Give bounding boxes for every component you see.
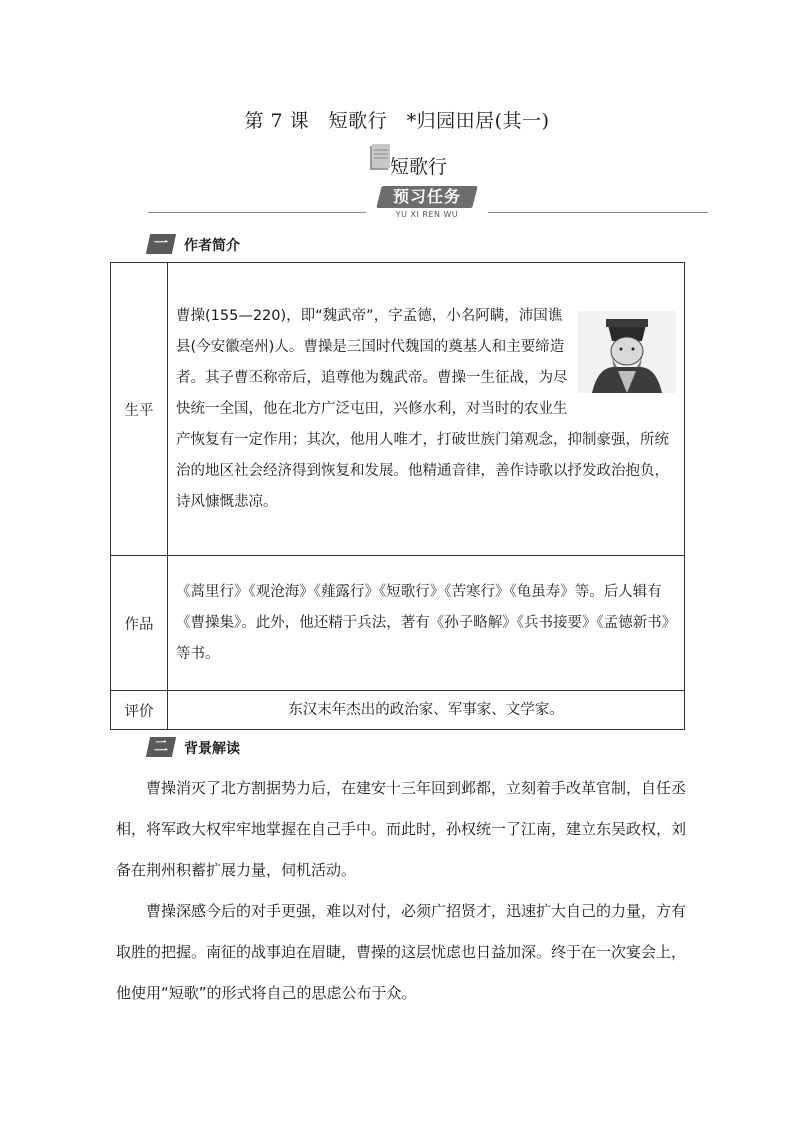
section-number: 二 [154, 739, 168, 755]
poem-subtitle: 短歌行 [390, 156, 448, 178]
row-label-works: 作品 [111, 556, 168, 691]
life-text: 曹操(155—220)，即“魏武帝”，字孟德，小名阿瞒，沛国谯县(今安徽亳州)人。曹操是三国时代魏国的奠基人和主要缔造者。其子曹丕称帝后，追尊他为魏武帝。曹操一生征战，为尽快统一全国，他在北方广泛屯田，兴修水利，对当时的农业生产恢复有一定作用；其次，他用人唯才，打破世族门第观念，抑制豪强，所统治的地区社会经济得到恢复和发展。他精通音律，善作诗歌以抒发政治抱负，诗风慷慨悲凉。 [176, 307, 669, 510]
life-cell [168, 263, 685, 556]
author-info-table [110, 262, 685, 730]
lesson-title: 第 7 课 短歌行 *归园田居(其一) [244, 110, 550, 132]
table-row [111, 691, 685, 730]
background-paragraph-2: 曹操深感今后的对手更强，难以对付，必须广招贤才，迅速扩大自己的力量，方有取胜的把握。南征的战事迫在眉睫，曹操的这层忧虑也日益加深。终于在一次宴会上，他使用“短歌”的形式将自己的思虑公布于众。 [116, 902, 687, 1002]
background-paragraph-1: 曹操消灭了北方割据势力后，在建安十三年回到邺都，立刻着手改革官制，自任丞相，将军政大权牢牢地掌握在自己手中。而此时，孙权统一了江南，建立东吴政权，刘备在荆州积蓄扩展力量，伺机活动。 [116, 779, 687, 879]
works-text: 《蒿里行》《观沧海》《薤露行》《短歌行》《苦寒行》《龟虽寿》等。后人辑有《曹操集》。此外，他还精于兵法，著有《孙子略解》《兵书接要》《孟德新书》等书。 [168, 556, 685, 691]
section-title: 作者简介 [184, 238, 240, 254]
book-icon [368, 142, 392, 172]
banner-label: 预习任务 [392, 187, 461, 206]
subtitle-block [368, 142, 488, 178]
row-label-life: 生平 [111, 263, 168, 556]
section-number: 一 [154, 236, 168, 252]
cao-cao-portrait [578, 311, 676, 393]
divider-left [148, 212, 366, 213]
table-row [111, 556, 685, 691]
table-row [111, 263, 685, 556]
section-title: 背景解读 [184, 741, 240, 757]
banner-pinyin: YU XI REN WU [395, 210, 459, 219]
divider-right [488, 212, 708, 213]
row-label-evaluation: 评价 [111, 691, 168, 730]
evaluation-text: 东汉末年杰出的政治家、军事家、文学家。 [168, 691, 685, 730]
